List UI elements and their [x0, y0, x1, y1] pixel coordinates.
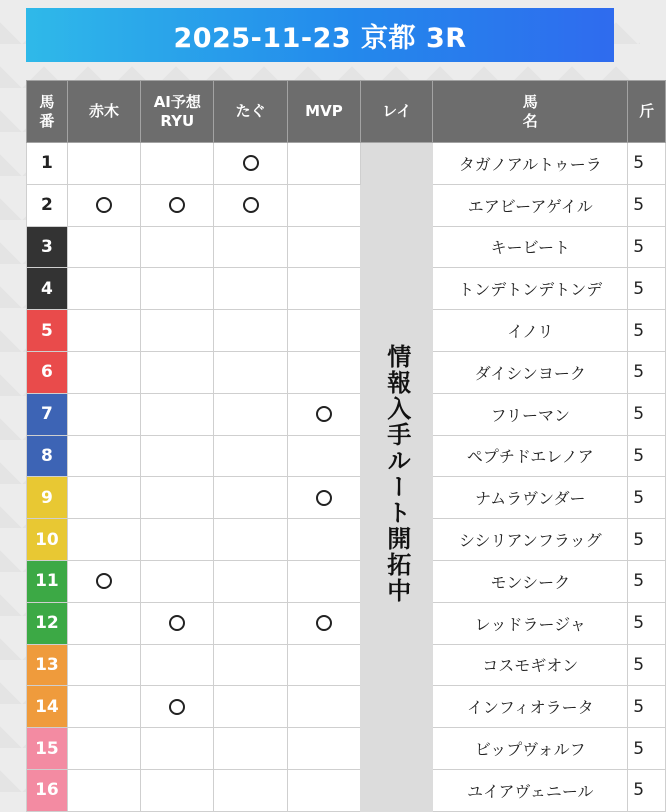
- mark-cell-akagi: [67, 143, 140, 185]
- horse-name[interactable]: ユイアヴェニール: [433, 769, 628, 811]
- mark-cell-mvp: [287, 519, 360, 561]
- mark-cell-ai: [141, 769, 214, 811]
- horse-number: 13: [27, 644, 68, 686]
- extra-value: 5: [628, 351, 666, 393]
- mark-cell-akagi: [67, 310, 140, 352]
- header-mvp: MVP: [287, 81, 360, 143]
- mark-cell-akagi: [67, 602, 140, 644]
- horse-name[interactable]: コスモギオン: [433, 644, 628, 686]
- table-header-row: [27, 81, 666, 143]
- header-extra: 斤: [628, 81, 666, 143]
- mark-cell-mvp: [287, 268, 360, 310]
- mark-cell-ai: [141, 477, 214, 519]
- mark-cell-ai: [141, 184, 214, 226]
- extra-value: 5: [628, 560, 666, 602]
- header-ai-ryu: AI予想 RYU: [141, 81, 214, 143]
- header-rei: レイ: [361, 81, 433, 143]
- horse-number: 9: [27, 477, 68, 519]
- mark-cell-mvp: [287, 644, 360, 686]
- mark-cell-akagi: [67, 393, 140, 435]
- extra-value: 5: [628, 602, 666, 644]
- extra-value: 5: [628, 686, 666, 728]
- race-title-banner: [26, 8, 614, 62]
- header-tagu: たぐ: [214, 81, 287, 143]
- horse-number: 16: [27, 769, 68, 811]
- horse-name[interactable]: キービート: [433, 226, 628, 268]
- horse-name[interactable]: フリーマン: [433, 393, 628, 435]
- table-row[interactable]: [27, 226, 666, 268]
- extra-value: 5: [628, 644, 666, 686]
- horse-name[interactable]: エアビーアゲイル: [433, 184, 628, 226]
- extra-value: 5: [628, 435, 666, 477]
- table-row[interactable]: [27, 184, 666, 226]
- horse-number: 2: [27, 184, 68, 226]
- mark-cell-tagu: [214, 393, 287, 435]
- header-horse-name: 馬 名: [433, 81, 628, 143]
- table-row[interactable]: [27, 602, 666, 644]
- mark-cell-akagi: [67, 560, 140, 602]
- horse-number: 14: [27, 686, 68, 728]
- horse-name[interactable]: レッドラージャ: [433, 602, 628, 644]
- mark-cell-akagi: [67, 477, 140, 519]
- mark-cell-ai: [141, 728, 214, 770]
- table-row[interactable]: [27, 644, 666, 686]
- circle-mark-icon: [243, 197, 259, 213]
- mark-cell-mvp: [287, 310, 360, 352]
- mark-cell-mvp: [287, 769, 360, 811]
- circle-mark-icon: [96, 197, 112, 213]
- horse-number: 1: [27, 143, 68, 185]
- mark-cell-mvp: [287, 226, 360, 268]
- rei-note-text: 情報入手ルート開拓中: [382, 343, 411, 604]
- mark-cell-mvp: [287, 184, 360, 226]
- horse-number: 5: [27, 310, 68, 352]
- header-horse-number: 馬 番: [27, 81, 68, 143]
- mark-cell-ai: [141, 268, 214, 310]
- mark-cell-mvp: [287, 560, 360, 602]
- prediction-table: [26, 80, 666, 812]
- mark-cell-ai: [141, 644, 214, 686]
- mark-cell-akagi: [67, 226, 140, 268]
- mark-cell-ai: [141, 310, 214, 352]
- mark-cell-tagu: [214, 310, 287, 352]
- race-title: 2025-11-23 京都 3R: [173, 22, 467, 54]
- table-row[interactable]: [27, 143, 666, 185]
- horse-number: 11: [27, 560, 68, 602]
- header-akagi: 赤木: [67, 81, 140, 143]
- horse-name[interactable]: イノリ: [433, 310, 628, 352]
- mark-cell-tagu: [214, 184, 287, 226]
- mark-cell-mvp: [287, 435, 360, 477]
- mark-cell-ai: [141, 143, 214, 185]
- horse-number: 12: [27, 602, 68, 644]
- horse-name[interactable]: モンシーク: [433, 560, 628, 602]
- mark-cell-mvp: [287, 602, 360, 644]
- extra-value: 5: [628, 310, 666, 352]
- mark-cell-ai: [141, 351, 214, 393]
- circle-mark-icon: [169, 615, 185, 631]
- table-row[interactable]: [27, 560, 666, 602]
- table-row[interactable]: [27, 686, 666, 728]
- table-row[interactable]: [27, 310, 666, 352]
- horse-name[interactable]: インフィオラータ: [433, 686, 628, 728]
- table-row[interactable]: [27, 268, 666, 310]
- horse-number: 3: [27, 226, 68, 268]
- mark-cell-ai: [141, 519, 214, 561]
- mark-cell-tagu: [214, 477, 287, 519]
- extra-value: 5: [628, 268, 666, 310]
- mark-cell-ai: [141, 435, 214, 477]
- extra-value: 5: [628, 728, 666, 770]
- horse-number: 7: [27, 393, 68, 435]
- mark-cell-mvp: [287, 143, 360, 185]
- mark-cell-tagu: [214, 686, 287, 728]
- mark-cell-akagi: [67, 519, 140, 561]
- mark-cell-tagu: [214, 728, 287, 770]
- mark-cell-mvp: [287, 686, 360, 728]
- mark-cell-tagu: [214, 519, 287, 561]
- table-row[interactable]: [27, 519, 666, 561]
- circle-mark-icon: [169, 699, 185, 715]
- horse-name[interactable]: ペプチドエレノア: [433, 435, 628, 477]
- mark-cell-tagu: [214, 143, 287, 185]
- mark-cell-ai: [141, 686, 214, 728]
- horse-name[interactable]: ダイシンヨーク: [433, 351, 628, 393]
- circle-mark-icon: [169, 197, 185, 213]
- mark-cell-ai: [141, 560, 214, 602]
- horse-name[interactable]: ナムラヴンダー: [433, 477, 628, 519]
- horse-name[interactable]: シシリアンフラッグ: [433, 519, 628, 561]
- horse-number: 10: [27, 519, 68, 561]
- mark-cell-akagi: [67, 184, 140, 226]
- mark-cell-ai: [141, 226, 214, 268]
- extra-value: 5: [628, 226, 666, 268]
- horse-number: 6: [27, 351, 68, 393]
- horse-name[interactable]: タガノアルトゥーラ: [433, 143, 628, 185]
- mark-cell-tagu: [214, 435, 287, 477]
- circle-mark-icon: [316, 406, 332, 422]
- extra-value: 5: [628, 393, 666, 435]
- mark-cell-tagu: [214, 602, 287, 644]
- mark-cell-tagu: [214, 644, 287, 686]
- mark-cell-tagu: [214, 560, 287, 602]
- table-row[interactable]: [27, 435, 666, 477]
- horse-number: 4: [27, 268, 68, 310]
- extra-value: 5: [628, 143, 666, 185]
- circle-mark-icon: [316, 615, 332, 631]
- mark-cell-ai: [141, 602, 214, 644]
- extra-value: 5: [628, 519, 666, 561]
- mark-cell-mvp: [287, 728, 360, 770]
- horse-name[interactable]: ビップヴォルフ: [433, 728, 628, 770]
- mark-cell-akagi: [67, 268, 140, 310]
- mark-cell-akagi: [67, 644, 140, 686]
- table-row[interactable]: [27, 393, 666, 435]
- table-row[interactable]: [27, 477, 666, 519]
- mark-cell-tagu: [214, 769, 287, 811]
- horse-number: 8: [27, 435, 68, 477]
- mark-cell-akagi: [67, 769, 140, 811]
- extra-value: 5: [628, 184, 666, 226]
- table-row[interactable]: [27, 769, 666, 811]
- table-row[interactable]: [27, 728, 666, 770]
- mark-cell-mvp: [287, 351, 360, 393]
- mark-cell-ai: [141, 393, 214, 435]
- rei-column-note: [361, 143, 433, 812]
- horse-name[interactable]: トンデトンデトンデ: [433, 268, 628, 310]
- mark-cell-akagi: [67, 351, 140, 393]
- mark-cell-mvp: [287, 477, 360, 519]
- circle-mark-icon: [243, 155, 259, 171]
- mark-cell-tagu: [214, 268, 287, 310]
- mark-cell-mvp: [287, 393, 360, 435]
- mark-cell-tagu: [214, 351, 287, 393]
- mark-cell-akagi: [67, 435, 140, 477]
- circle-mark-icon: [96, 573, 112, 589]
- extra-value: 5: [628, 769, 666, 811]
- mark-cell-tagu: [214, 226, 287, 268]
- circle-mark-icon: [316, 490, 332, 506]
- mark-cell-akagi: [67, 728, 140, 770]
- prediction-table-container[interactable]: [26, 80, 655, 809]
- table-row[interactable]: [27, 351, 666, 393]
- horse-number: 15: [27, 728, 68, 770]
- mark-cell-akagi: [67, 686, 140, 728]
- extra-value: 5: [628, 477, 666, 519]
